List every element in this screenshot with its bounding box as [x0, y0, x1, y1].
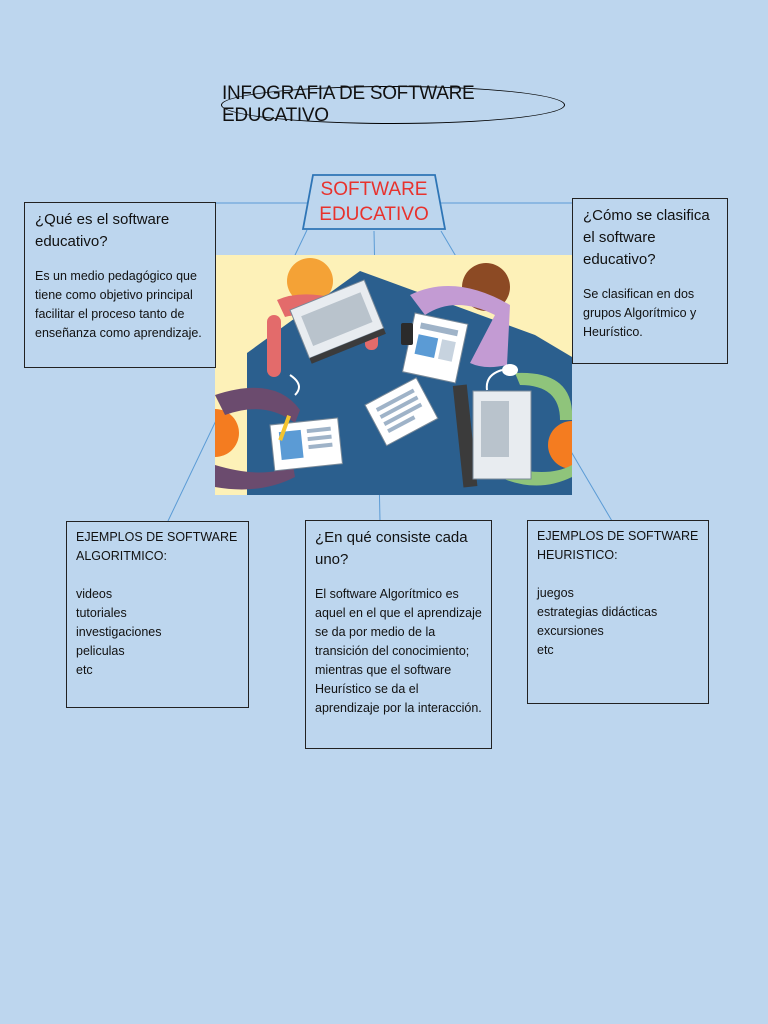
team-working-illustration	[215, 255, 572, 495]
list-item: investigaciones	[76, 625, 162, 639]
list-item: juegos	[537, 586, 574, 600]
central-topic	[300, 173, 448, 231]
box-consiste	[305, 520, 492, 749]
list-item: etc	[76, 663, 93, 677]
box-como-clasifica	[572, 198, 728, 364]
page-title: INFOGRAFIA DE SOFTWARE EDUCATIVO	[221, 86, 565, 124]
box-consiste-question: ¿En qué consiste cada uno?	[315, 529, 468, 568]
box-consiste-text: El software Algorítmico es aquel en el que el aprendizaje se da por medio de la transición del conocimiento; mientras que el software Heurístico se da el aprendizaje por la interacción.	[315, 587, 482, 715]
box-heuristico	[527, 520, 709, 704]
box-como-clasifica-question: ¿Cómo se clasifica el software educativo?	[583, 207, 710, 268]
heuristico-list	[537, 584, 700, 660]
list-item: peliculas	[76, 644, 125, 658]
box-que-es	[24, 202, 216, 368]
list-item: videos	[76, 587, 113, 601]
box-algoritmico-heading: EJEMPLOS DE SOFTWARE ALGORITMICO:	[76, 530, 238, 563]
list-item: tutoriales	[76, 606, 127, 620]
algoritmico-list	[76, 585, 240, 680]
box-como-clasifica-text: Se clasifican en dos grupos Algorítmico y Heurístico.	[583, 287, 697, 339]
box-heuristico-heading: EJEMPLOS DE SOFTWARE HEURISTICO:	[537, 529, 699, 562]
box-algoritmico	[66, 521, 249, 708]
central-topic-line2: EDUCATIVO	[319, 204, 429, 225]
list-item: excursiones	[537, 624, 604, 638]
list-item: etc	[537, 643, 554, 657]
box-que-es-text: Es un medio pedagógico que tiene como objetivo principal facilitar el proceso tanto de enseñanza como aprendizaje.	[35, 269, 202, 340]
box-que-es-question: ¿Qué es el software educativo?	[35, 211, 170, 250]
central-topic-line1: SOFTWARE	[320, 179, 428, 200]
list-item: estrategias didácticas	[537, 605, 658, 619]
